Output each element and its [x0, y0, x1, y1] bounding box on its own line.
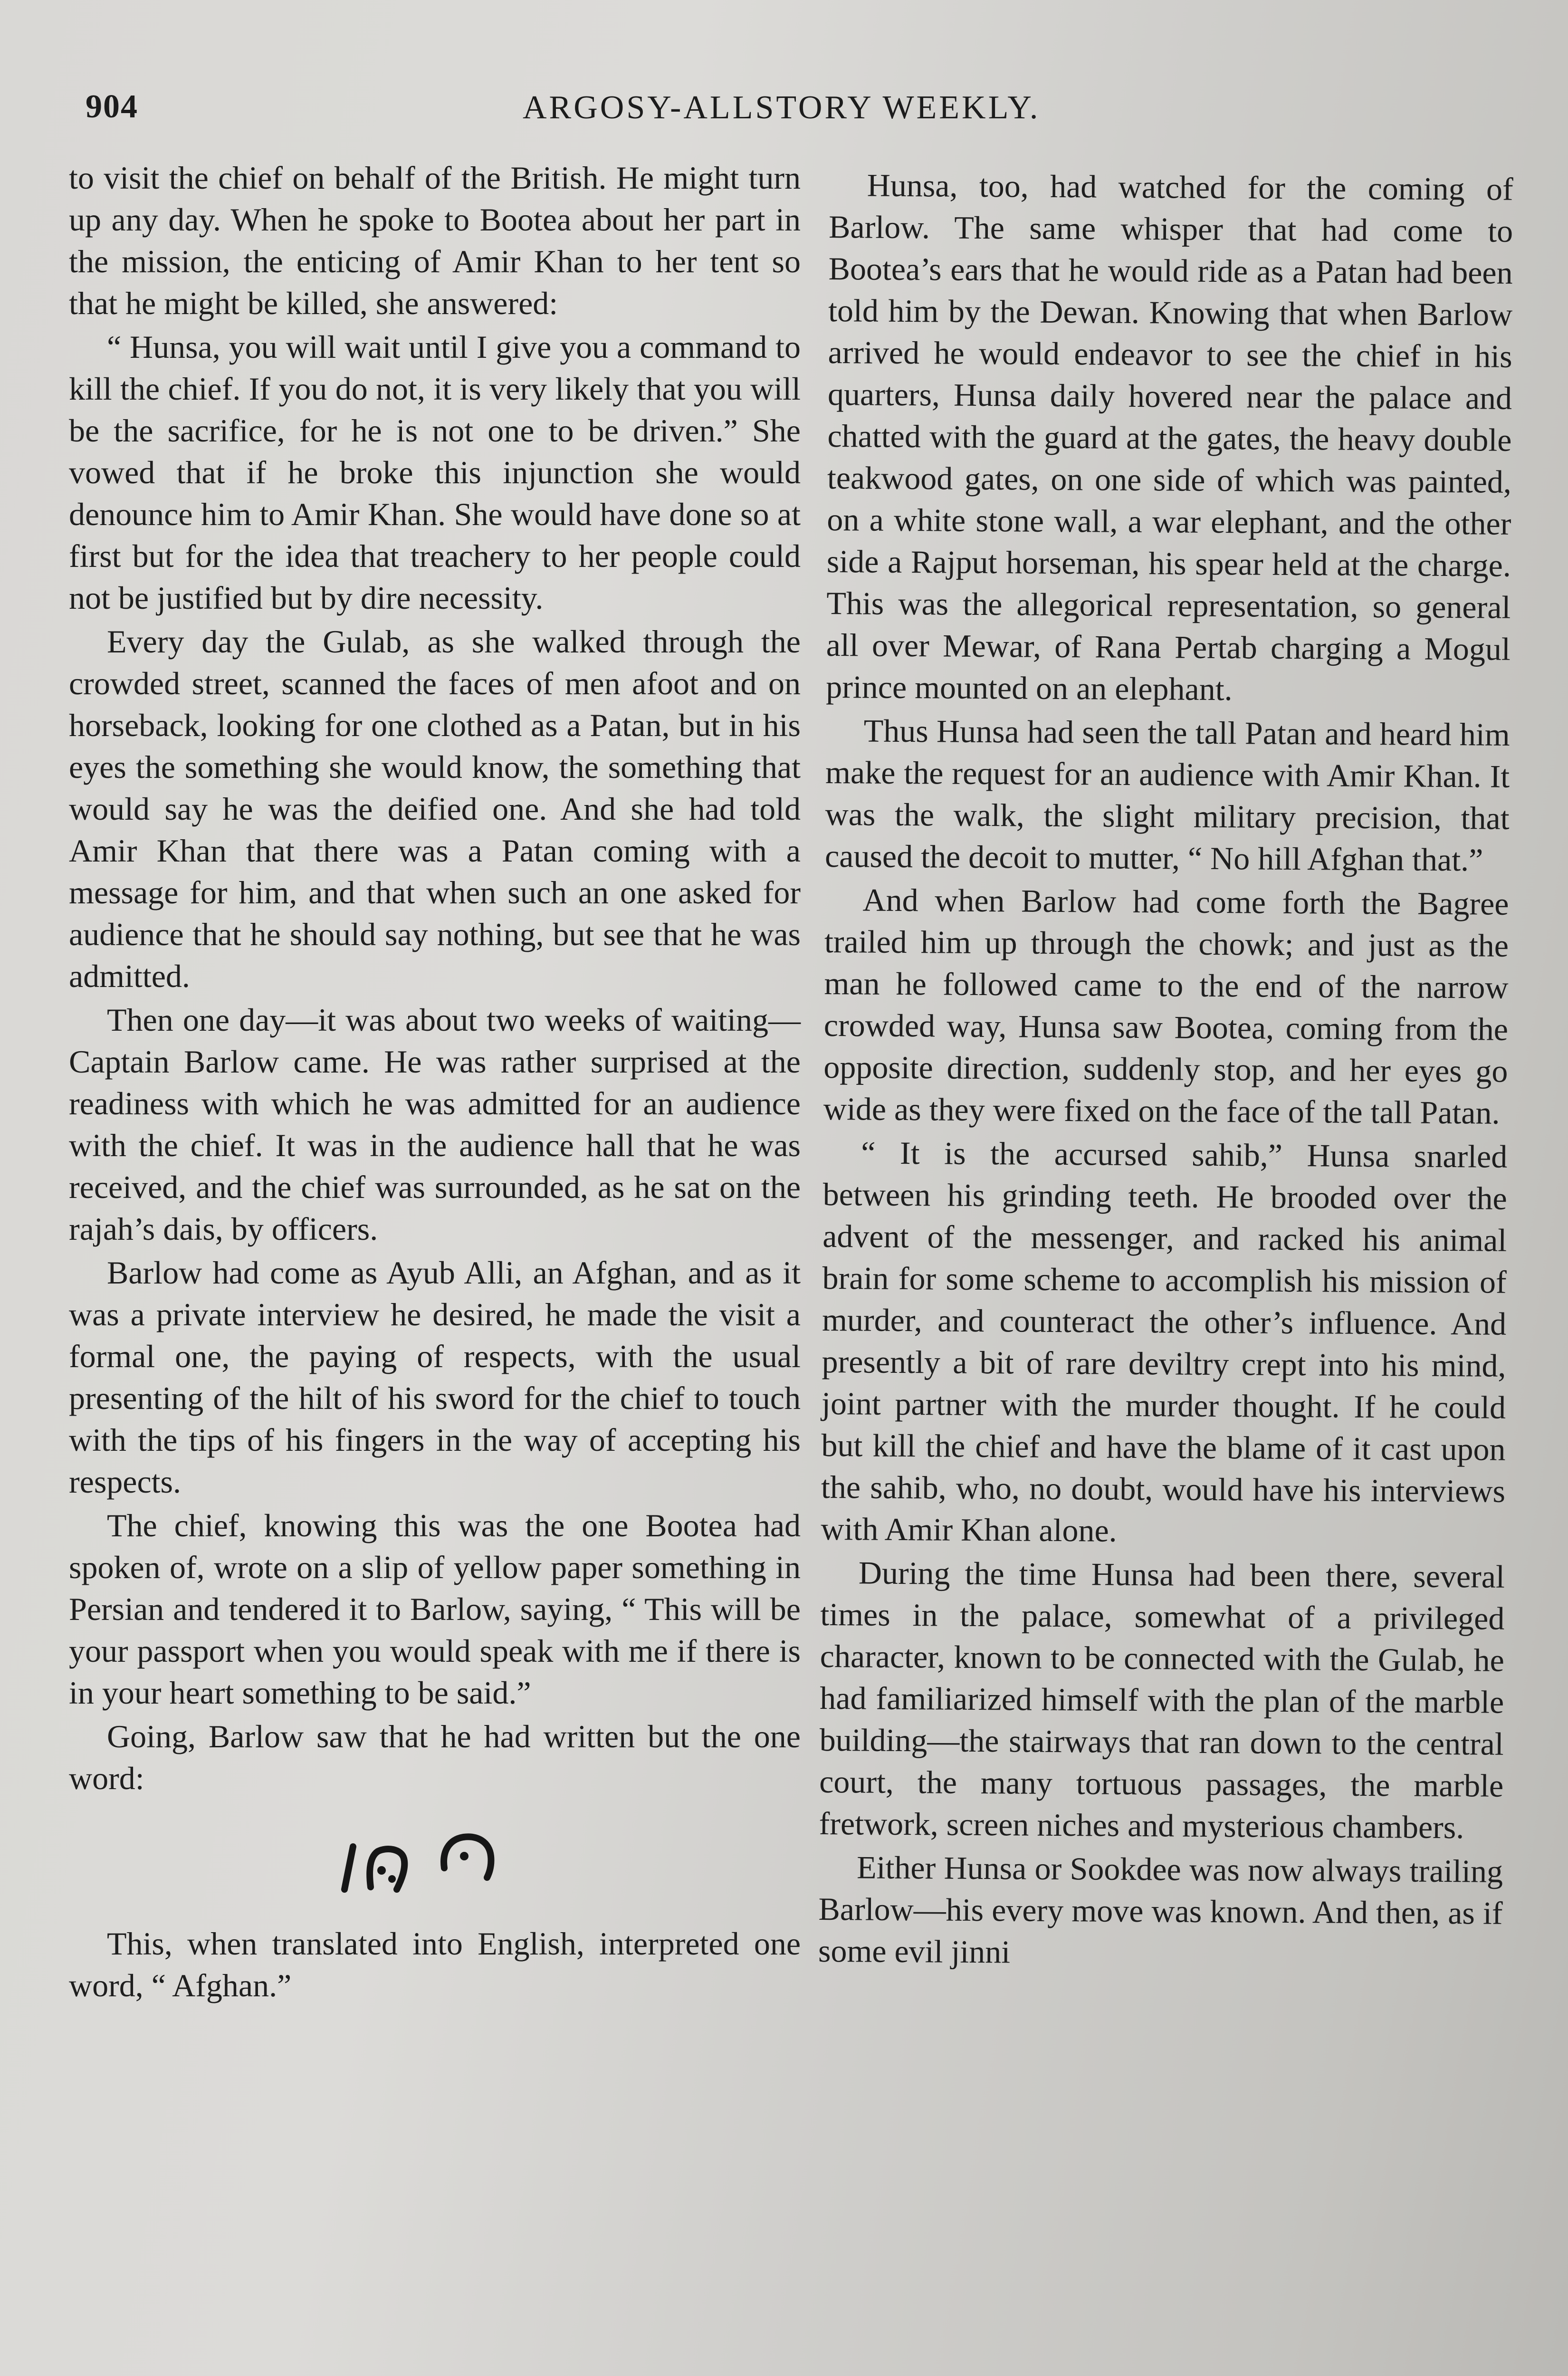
running-title: ARGOSY-ALLSTORY WEEKLY. [523, 89, 1041, 126]
persian-script-mark-icon [325, 1823, 525, 1904]
right-paragraph-2: Thus Hunsa had seen the tall Patan and heard him make the request for an audience with Amir Khan. It was the walk, the slight military precision, that caused the decoit to mutter, “ No hill Afghan that.” [824, 712, 1510, 878]
left-paragraph-1: to visit the chief on behalf of the British. He might turn up any day. When he spoke to Bootea about her part in the mission, the enticing of Amir Khan to her tent so that he might be killed, she answered: [69, 160, 801, 321]
left-paragraph-8: This, when translated into English, interpreted one word, “ Afghan.” [69, 1926, 801, 2003]
page-header [86, 78, 1131, 140]
left-paragraph-6: The chief, knowing this was the one Bootea had spoken of, wrote on a slip of yellow paper something in Persian and tendered it to Barlow, saying, “ This will be your passport when you would speak with me if there is in your heart something to be said.” [69, 1507, 801, 1711]
right-paragraph-3: And when Barlow had come forth the Bagree trailed him up through the chowk; and just as the man he followed came to the end of the narrow crowded way, Hunsa saw Bootea, coming from the opposite direction, suddenly stop, and her eyes go wide as they were fixed on the face of the tall Patan. [823, 881, 1509, 1131]
left-paragraph-2: “ Hunsa, you will wait until I give you a command to kill the chief. If you do not, it is very likely that you will be the sacrifice, for he is not one to be driven.” She vowed that if he broke this injunction she would denounce him to Amir Khan. She would have done so at first but for the idea that treachery to her people could not be justified but by dire necessity. [69, 329, 801, 616]
left-paragraph-3: Every day the Gulab, as she walked through the crowded street, scanned the faces of men afoot and on horseback, looking for one clothed as a Patan, but in his eyes the something she would know, the something that would say he was the deified one. And she had told Amir Khan that there was a Patan coming with a message for him, and that when such an one asked for audience that he should say nothing, but see that he was admitted. [69, 623, 801, 994]
right-column [818, 164, 1513, 1976]
right-paragraph-6: Either Hunsa or Sookdee was now always trailing Barlow—his every move was known. And then, as if some evil jinni [818, 1849, 1503, 1970]
left-column [69, 157, 801, 2006]
left-paragraph-7: Going, Barlow saw that he had written but the one word: [69, 1718, 801, 1796]
right-paragraph-5: During the time Hunsa had been there, several times in the palace, somewhat of a privileged character, known to be connected with the Gulab, he had familiarized himself with the plan of the marble building—the stairways that ran down to the central court, the many tortuous passages, the marble fretwork, screen niches and mysterious chambers. [819, 1554, 1505, 1846]
left-paragraph-5: Barlow had come as Ayub Alli, an Afghan, and as it was a private interview he desired, he made the visit a formal one, the paying of respects, with the usual presenting of the hilt of his sword for the chief to touch with the tips of his fingers in the way of accepting his respects. [69, 1255, 801, 1500]
left-paragraph-4: Then one day—it was about two weeks of waiting—Captain Barlow came. He was rather surprised at the readiness with which he was admitted for an audience with the chief. It was in the audience hall that he was received, and the chief was surrounded, as he sat on the rajah’s dais, by officers. [69, 1002, 801, 1247]
right-paragraph-1: Hunsa, too, had watched for the coming of Barlow. The same whisper that had come to Bootea’s ears that he would ride as a Patan had been told him by the Dewan. Knowing that when Barlow arrived he would endeavor to see the chief in his quarters, Hunsa daily hovered near the palace and chatted with the guard at the gates, the heavy double teakwood gates, on one side of which was painted, on a white stone wall, a war elephant, and the other side a Rajput horseman, his spear held at the charge. This was the allegorical representation, so general all over Mewar, of Rana Pertab charging a Mogul prince mounted on an elephant. [826, 167, 1513, 708]
page-number: 904 [86, 88, 138, 125]
right-paragraph-4: “ It is the accursed sahib,” Hunsa snarled between his grinding teeth. He brooded over the advent of the messenger, and racked his animal brain for some scheme to accomplish his mission of murder, and counteract the other’s influence. And presently a bit of rare deviltry crept into his mind, joint partner with the murder thought. If he could but kill the chief and have the blame of it cast upon the sahib, who, no doubt, would have his interviews with Amir Khan alone. [821, 1134, 1508, 1549]
